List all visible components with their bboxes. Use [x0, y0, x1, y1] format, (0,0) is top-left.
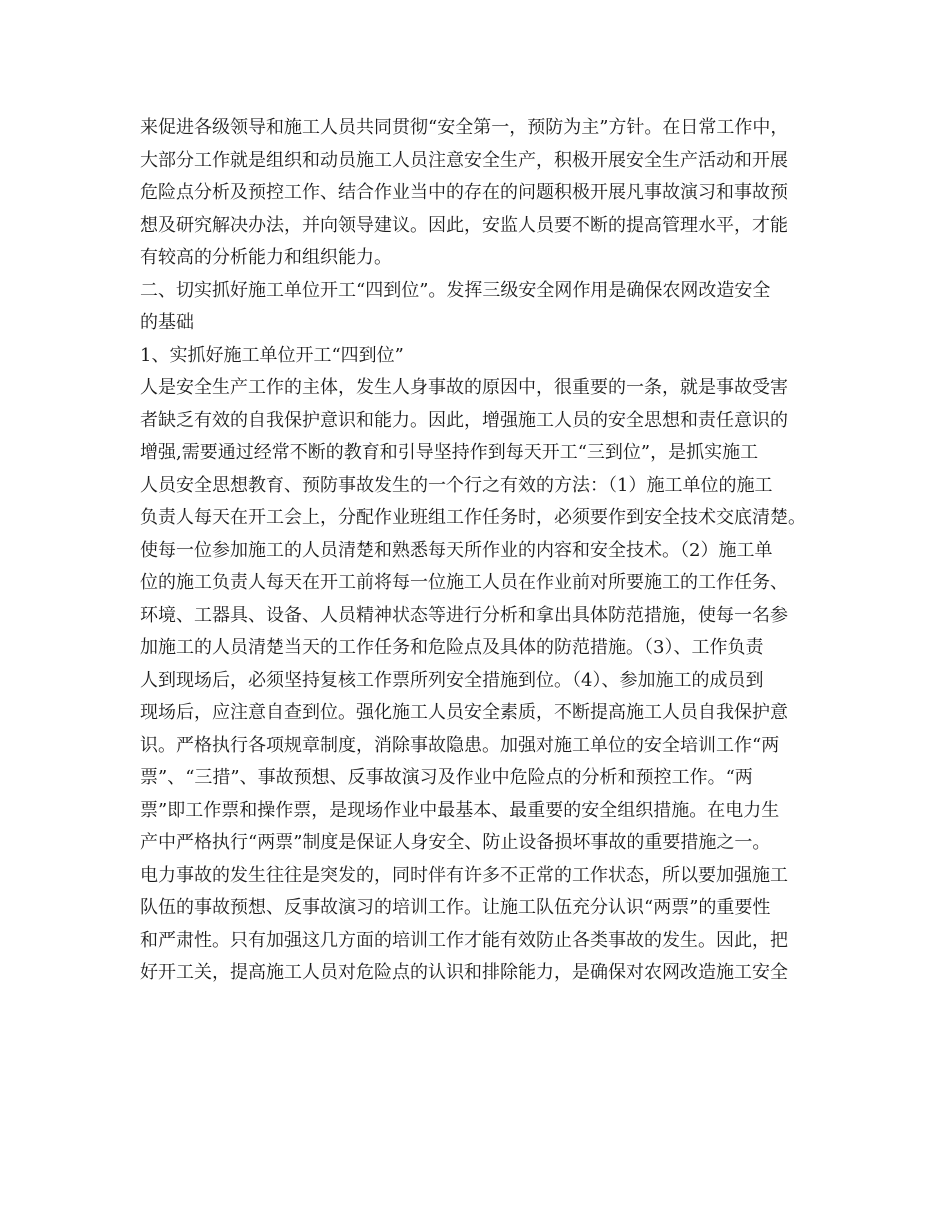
- text-line: 现场后，应注意自查到位。强化施工人员安全素质，不断提高施工人员自我保护意: [140, 702, 788, 723]
- text-line: 产中严格执行“两票”制度是保证人身安全、防止设备损坏事故的重要措施之一。: [140, 832, 771, 853]
- text-line: 加施工的人员清楚当天的工作任务和危险点及具体的防范措施。（3）、工作负责: [140, 637, 764, 658]
- text-line: 使每一位参加施工的人员清楚和熟悉每天所作业的内容和安全技术。（2）施工单: [140, 539, 773, 561]
- text-line: 识。严格执行各项规章制度，消除事故隐患。加强对施工单位的安全培训工作“两: [140, 734, 780, 756]
- text-line: 人到现场后，必须坚持复核工作票所列安全措施到位。（4）、参加施工的成员到: [140, 669, 764, 691]
- document-body: [140, 112, 820, 990]
- section-heading: 二、切实抓好施工单位开工“四到位”。发挥三级安全网作用是确保农网改造安全: [140, 279, 771, 301]
- text-line: 电力事故的发生往往是突发的，同时伴有许多不正常的工作状态，所以要加强施工: [140, 864, 788, 886]
- section-heading-continued: 的基础: [140, 312, 194, 333]
- text-line: 来促进各级领导和施工人员共同贯彻“安全第一，预防为主”方针。在日常工作中，: [140, 117, 789, 138]
- text-line: 环境、工器具、设备、人员精神状态等进行分析和拿出具体防范措施，使每一名参: [140, 604, 788, 626]
- subsection-heading: 1、实抓好施工单位开工“四到位”: [140, 344, 404, 366]
- text-line: 队伍的事故预想、反事故演习的培训工作。让施工队伍充分认识“两票”的重要性: [140, 897, 771, 918]
- text-line: 者缺乏有效的自我保护意识和能力。因此，增强施工人员的安全思想和责任意识的: [140, 409, 788, 431]
- text-line: 危险点分析及预控工作、结合作业当中的存在的问题积极开展凡事故演习和事故预: [140, 182, 788, 203]
- text-line: 人员安全思想教育、预防事故发生的一个行之有效的方法：（1）施工单位的施工: [140, 474, 773, 496]
- text-line: 位的施工负责人每天在开工前将每一位施工人员在作业前对所要施工的工作任务、: [140, 572, 788, 593]
- text-line: 好开工关，提高施工人员对危险点的认识和排除能力，是确保对农网改造施工安全: [140, 962, 788, 983]
- text-line: 大部分工作就是组织和动员施工人员注意安全生产，积极开展安全生产活动和开展: [140, 149, 788, 171]
- text-line: 有较高的分析能力和组织能力。: [140, 247, 392, 268]
- text-line: 增强,需要通过经常不断的教育和引导坚持作到每天开工“三到位”，是抓实施工: [140, 442, 759, 463]
- text-line: 票”、“三措”、事故预想、反事故演习及作业中危险点的分析和预控工作。“两: [140, 767, 753, 788]
- text-line: 负责人每天在开工会上，分配作业班组工作任务时，必须要作到安全技术交底清楚。: [140, 507, 806, 528]
- text-line: 人是安全生产工作的主体，发生人身事故的原因中，很重要的一条，就是事故受害: [140, 377, 788, 398]
- text-line: 票”即工作票和操作票，是现场作业中最基本、最重要的安全组织措施。在电力生: [140, 799, 780, 821]
- text-line: 想及研究解决办法，并向领导建议。因此，安监人员要不断的提高管理水平，才能: [140, 214, 788, 236]
- text-line: 和严肃性。只有加强这几方面的培训工作才能有效防止各类事故的发生。因此，把: [140, 929, 788, 951]
